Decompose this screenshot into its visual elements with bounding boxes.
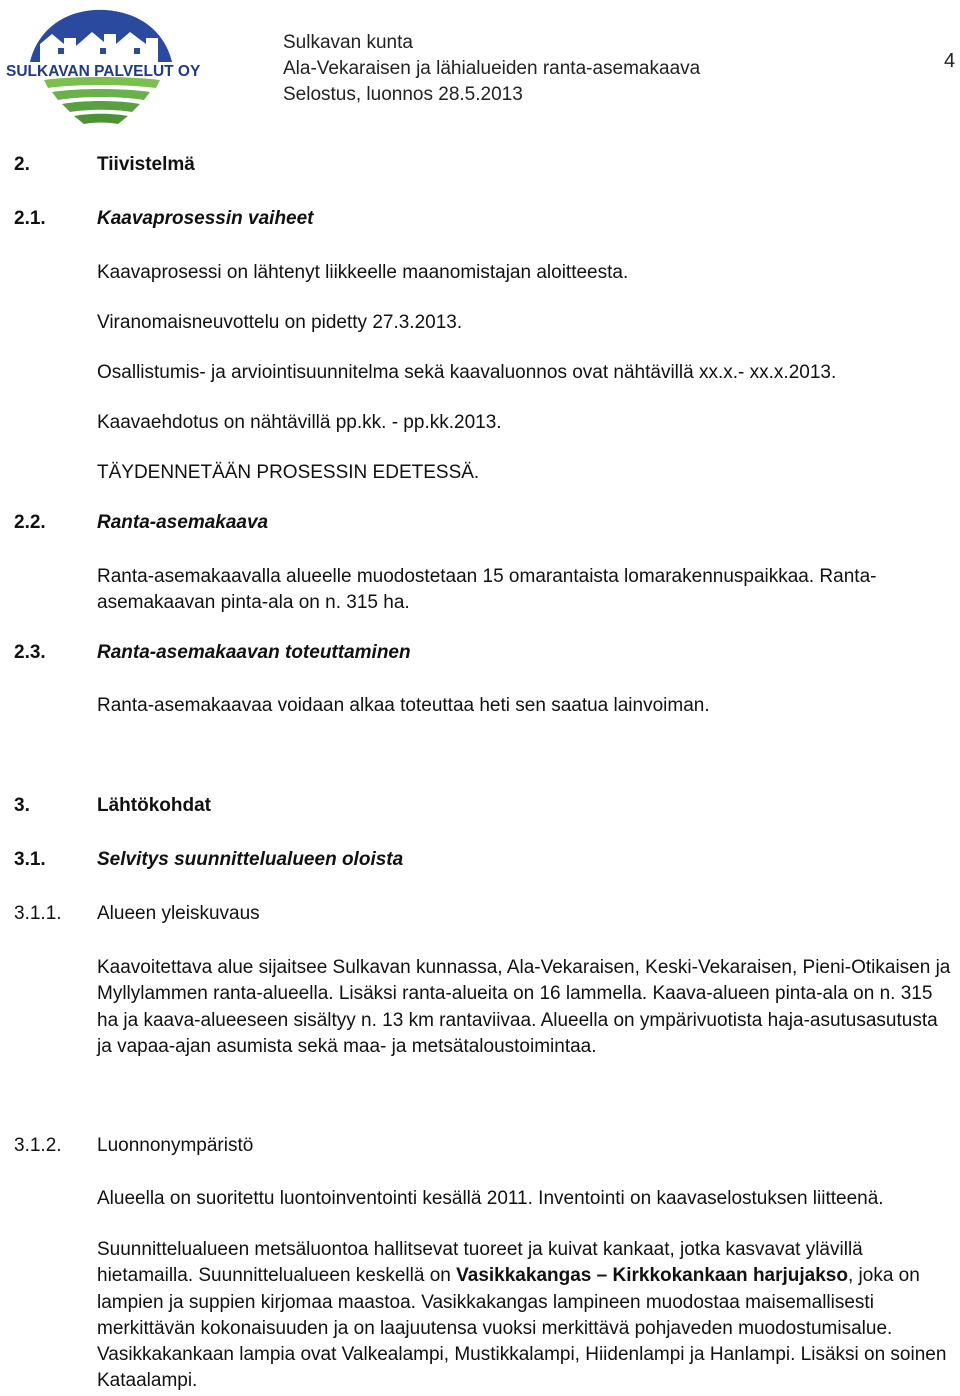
company-logo — [0, 4, 200, 132]
section-3-1-2-paragraph — [97, 1237, 955, 1395]
process-line-2: Viranomaisneuvottelu on pidetty 27.3.2013. — [97, 312, 463, 333]
process-line-1: Kaavaprosessi on lähtenyt liikkeelle maanomistajan aloitteesta. — [97, 262, 629, 283]
section-3-1-number: 3.1. — [14, 849, 46, 870]
logo-graphic-icon — [0, 4, 200, 132]
section-2-2-text: Ranta-asemakaavalla alueelle muodostetaan 15 omarantaista lomarakennuspaikkaa. Ranta-asemakaavan pinta-ala on n. 315 ha. — [97, 566, 877, 614]
section-3-1-2-text-1: Alueella on suoritettu luontoinventointi kesällä 2011. Inventointi on kaavaselostuksen liitteenä. — [97, 1188, 884, 1209]
text-2-part-b: , joka on lampien ja suppien kirjomaa maastoa. Vasikkakangas lampineen muodostaa maisemallisesti merkittävän kokonaisuuden ja on laajuutensa vuoksi merkittävä pohjaveden muodostumisalue. Vasikkakankaan lampia ovat Valkealampi, Mustikkalampi, Hiidenlampi ja Hanlampi. Lisäksi on soinen Kataalampi. — [97, 1265, 947, 1392]
section-3-1-title: Selvitys suunnittelualueen oloista — [97, 849, 404, 870]
section-3-1-1-number: 3.1.1. — [14, 903, 62, 924]
section-2-3-text: Ranta-asemakaavaa voidaan alkaa toteuttaa heti sen saatua lainvoiman. — [97, 695, 710, 716]
section-3-1-1-paragraph — [97, 955, 955, 1060]
section-3-1-2-title: Luonnonympäristö — [97, 1135, 254, 1156]
municipality-name: Sulkavan kunta — [283, 32, 413, 53]
section-2-1-title: Kaavaprosessin vaiheet — [97, 208, 314, 229]
section-2-3-title: Ranta-asemakaavan toteuttaminen — [97, 642, 411, 663]
section-2-3-number: 2.3. — [14, 642, 46, 663]
section-2-title: Tiivistelmä — [97, 154, 195, 175]
process-line-5: TÄYDENNETÄÄN PROSESSIN EDETESSÄ. — [97, 462, 480, 483]
plan-name: Ala-Vekaraisen ja lähialueiden ranta-asemakaava — [283, 58, 701, 79]
section-2-2-title: Ranta-asemakaava — [97, 512, 269, 533]
page-number: 4 — [944, 50, 956, 72]
section-2-1-number: 2.1. — [14, 208, 46, 229]
section-3-1-2-text-2 — [97, 1237, 955, 1395]
document-status: Selostus, luonnos 28.5.2013 — [283, 84, 523, 105]
section-2-2-paragraph — [97, 564, 917, 617]
process-line-4: Kaavaehdotus on nähtävillä pp.kk. - pp.kk.2013. — [97, 412, 502, 433]
section-3-number: 3. — [14, 795, 30, 816]
process-line-3: Osallistumis- ja arviointisuunnitelma sekä kaavaluonnos ovat nähtävillä xx.x.- xx.x.2013. — [97, 362, 837, 383]
section-3-title: Lähtökohdat — [97, 795, 211, 816]
section-3-1-2-number: 3.1.2. — [14, 1135, 62, 1156]
document-header — [283, 30, 700, 108]
section-3-1-1-text: Kaavoitettava alue sijaitsee Sulkavan kunnassa, Ala-Vekaraisen, Keski-Vekaraisen, Pieni-Otikaisen ja Myllylammen ranta-alueella. Lisäksi ranta-alueita on 16 lammella. Kaava-alueen pinta-ala on n. 315 ha ja kaava-alueeseen sisältyy n. 13 km rantaviivaa. Alueella on ympärivuotista haja-asutusasutusta ja vapaa-ajan asumista sekä maa- ja metsätaloustoimintaa. — [97, 957, 951, 1057]
section-3-1-1-title: Alueen yleiskuvaus — [97, 903, 260, 924]
harjujakso-name: Vasikkakangas – Kirkkokankaan harjujakso — [456, 1265, 848, 1287]
text-2-part-a: Suunnittelualueen metsäluontoa hallitsevat tuoreet ja kuivat kankaat, jotka kasvavat ylävillä hietamailla. Suunnittelualueen keskellä on — [97, 1239, 863, 1287]
section-2-number: 2. — [14, 154, 30, 175]
logo-text: SULKAVAN PALVELUT OY — [6, 63, 200, 80]
section-2-2-number: 2.2. — [14, 512, 46, 533]
